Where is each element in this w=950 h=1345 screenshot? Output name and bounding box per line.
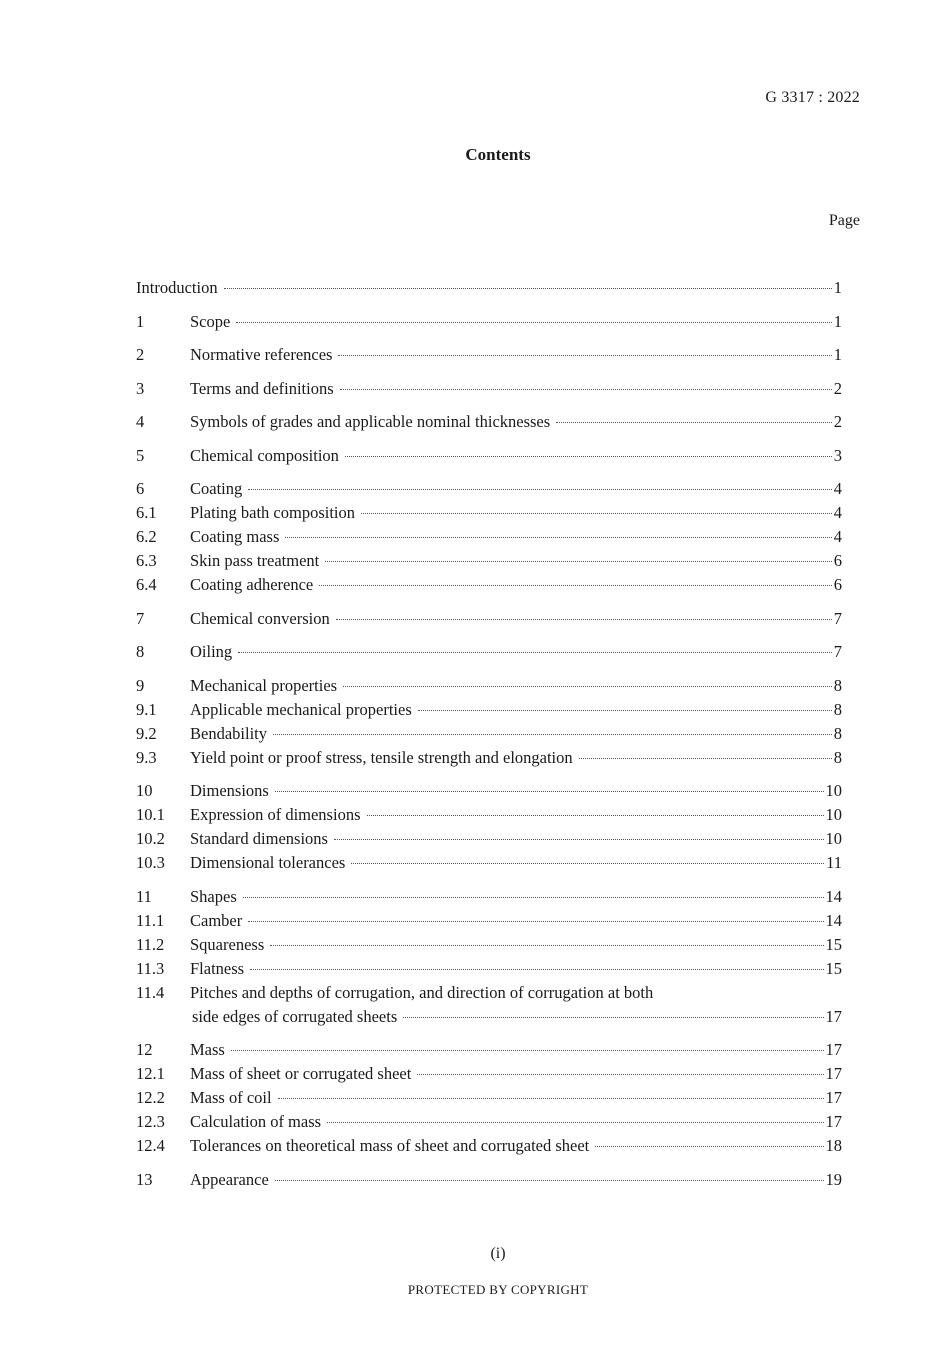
toc-entry-label: Tolerances on theoretical mass of sheet and corrugated sheet [190, 1136, 590, 1155]
toc-entry-number: 6.3 [136, 551, 157, 570]
toc-entry[interactable] [136, 957, 842, 981]
toc-entry[interactable] [136, 779, 842, 803]
toc-entry-label: Coating adherence [190, 575, 314, 594]
toc-entry-number: 12.3 [136, 1112, 165, 1131]
toc-entry-number: 9 [136, 675, 145, 695]
toc-entry-page: 15 [825, 934, 842, 954]
toc-entry-label: Mass of coil [190, 1088, 272, 1107]
toc-entry-page: 4 [833, 503, 842, 522]
toc-entry[interactable] [136, 1110, 842, 1134]
toc-entry-number: 7 [136, 608, 145, 628]
toc-entry[interactable] [136, 1168, 842, 1192]
toc-entry[interactable] [136, 803, 842, 827]
toc-entry[interactable] [136, 1038, 842, 1062]
toc-entry[interactable] [136, 501, 842, 525]
dot-leader [334, 839, 824, 840]
toc-entry-label: Bendability [190, 723, 267, 743]
toc-entry-number: 6.4 [136, 575, 157, 594]
dot-leader [417, 1074, 823, 1075]
dot-leader [270, 945, 823, 946]
dot-leader [579, 758, 832, 759]
toc-entry-number: 12 [136, 1040, 153, 1059]
toc-entry-page: 7 [833, 608, 842, 628]
toc-entry-label: Camber [190, 910, 243, 930]
page-title: Contents [465, 145, 531, 164]
toc-entry-label: Skin pass treatment [190, 551, 320, 570]
toc-entry-number: 12.4 [136, 1136, 165, 1155]
dot-leader [238, 652, 832, 653]
toc-entry[interactable] [136, 827, 842, 851]
toc-entry-continuation[interactable] [136, 1005, 842, 1029]
toc-entry-label: Coating mass [190, 527, 280, 546]
toc-entry[interactable] [136, 276, 842, 300]
dot-leader [343, 686, 832, 687]
toc-entry[interactable] [136, 525, 842, 549]
toc-entry-page: 17 [825, 1064, 842, 1083]
dot-leader [243, 897, 824, 898]
toc-entry-number: 9.1 [136, 699, 157, 719]
toc-entry-label: Chemical conversion [190, 608, 330, 628]
toc-entry[interactable] [136, 722, 842, 746]
toc-entry-label: side edges of corrugated sheets [192, 1006, 398, 1026]
toc-entry[interactable] [136, 981, 842, 1005]
toc-entry[interactable] [136, 444, 842, 468]
toc-entry-label: Mechanical properties [190, 675, 338, 695]
toc-entry-page: 10 [825, 781, 842, 800]
toc-entry[interactable] [136, 1086, 842, 1110]
toc-entry-page: 4 [833, 527, 842, 546]
toc-entry[interactable] [136, 343, 842, 367]
toc-entry-label: Oiling [190, 642, 233, 661]
toc-entry[interactable] [136, 909, 842, 933]
toc-entry-number: 10.1 [136, 805, 165, 824]
dot-leader [224, 288, 832, 289]
toc-entry-number: 9.3 [136, 747, 157, 767]
dot-leader [361, 513, 832, 514]
toc-entry-page: 7 [833, 642, 842, 661]
toc-entry-page: 15 [825, 958, 842, 978]
toc-entry[interactable] [136, 885, 842, 909]
toc-entry-label: Dimensions [190, 781, 269, 800]
toc-entry-page: 14 [825, 886, 842, 906]
toc-entry-number: 4 [136, 412, 145, 431]
toc-entry-label: Mass of sheet or corrugated sheet [190, 1064, 412, 1083]
toc-entry-label: Plating bath composition [190, 503, 355, 522]
toc-entry-page: 4 [833, 479, 842, 498]
toc-entry-page: 17 [825, 1112, 842, 1131]
toc-entry-page: 14 [825, 910, 842, 930]
dot-leader [345, 456, 832, 457]
document-id: G 3317 : 2022 [765, 89, 860, 106]
page-column-heading: Page [828, 212, 860, 229]
toc-entry-number: 11.2 [136, 934, 165, 954]
toc-entry-label: Pitches and depths of corrugation, and direction of corrugation at both [190, 982, 654, 1002]
toc-entry-number: 10.2 [136, 829, 165, 848]
toc-entry-page: 10 [825, 829, 842, 848]
toc-entry[interactable] [136, 640, 842, 664]
dot-leader [248, 921, 823, 922]
dot-leader [336, 619, 832, 620]
page-number: (i) [490, 1245, 506, 1262]
toc-entry-number: 5 [136, 445, 145, 465]
toc-entry-number: 8 [136, 642, 145, 661]
toc-entry-number: 13 [136, 1169, 153, 1189]
toc-entry[interactable] [136, 746, 842, 770]
toc-entry-label: Flatness [190, 958, 245, 978]
dot-leader [273, 734, 832, 735]
dot-leader [278, 1098, 824, 1099]
dot-leader [231, 1050, 824, 1051]
dot-leader [556, 422, 832, 423]
toc-entry-label: Symbols of grades and applicable nominal thicknesses [190, 412, 551, 431]
toc-entry-label: Appearance [190, 1169, 269, 1189]
toc-entry-label: Expression of dimensions [190, 805, 361, 824]
toc-entry-page: 17 [825, 1006, 842, 1026]
toc-entry-page: 17 [825, 1088, 842, 1107]
toc-entry-page: 6 [833, 551, 842, 570]
toc-entry-page: 19 [825, 1169, 842, 1189]
toc-entry-label: Yield point or proof stress, tensile strength and elongation [190, 747, 573, 767]
toc-entry-label: Standard dimensions [190, 829, 328, 848]
dot-leader [351, 863, 824, 864]
toc-entry[interactable] [136, 377, 842, 401]
toc-entry[interactable] [136, 1062, 842, 1086]
toc-entry[interactable] [136, 1134, 842, 1158]
dot-leader [319, 585, 832, 586]
toc-entry-page: 8 [833, 699, 842, 719]
toc-entry-number: 6.1 [136, 503, 157, 522]
toc-entry-page: 6 [833, 575, 842, 594]
toc-entry-label: Calculation of mass [190, 1112, 322, 1131]
toc-entry-number: 10.3 [136, 853, 165, 872]
dot-leader [403, 1017, 823, 1018]
dot-leader [325, 561, 832, 562]
toc-entry-page: 2 [833, 412, 842, 431]
toc-entry-page: 10 [825, 805, 842, 824]
toc-entry-label: Chemical composition [190, 445, 339, 465]
toc-entry[interactable] [136, 477, 842, 501]
toc-entry[interactable] [136, 410, 842, 434]
toc-entry[interactable] [136, 549, 842, 573]
toc-entry-label: Introduction [136, 278, 218, 297]
toc-entry-label: Coating [190, 479, 243, 498]
toc-entry-number: 11.1 [136, 910, 165, 930]
toc-entry-label: Dimensional tolerances [190, 853, 346, 872]
toc-entry-page: 1 [833, 311, 842, 331]
toc-entry[interactable] [136, 698, 842, 722]
dot-leader [338, 355, 831, 356]
toc-entry-number: 2 [136, 345, 145, 364]
toc-entry-label: Applicable mechanical properties [190, 699, 412, 719]
dot-leader [367, 815, 824, 816]
dot-leader [285, 537, 831, 538]
toc-entry-number: 3 [136, 378, 145, 398]
toc-entry-page: 1 [833, 278, 842, 297]
dot-leader [327, 1122, 823, 1123]
toc-entry-page: 11 [826, 853, 842, 872]
toc-entry-page: 17 [825, 1040, 842, 1059]
toc-entry-label: Normative references [190, 345, 333, 364]
dot-leader [595, 1146, 823, 1147]
toc-entry-number: 12.2 [136, 1088, 165, 1107]
dot-leader [275, 1180, 824, 1181]
toc-entry[interactable] [136, 933, 842, 957]
toc-entry-page: 1 [833, 345, 842, 364]
toc-entry-number: 6.2 [136, 527, 157, 546]
toc-entry-number: 10 [136, 781, 153, 800]
toc-entry-label: Mass [190, 1040, 225, 1059]
toc-entry-number: 9.2 [136, 723, 157, 743]
dot-leader [275, 791, 824, 792]
toc-entry-label: Squareness [190, 934, 265, 954]
toc-entry-page: 18 [825, 1136, 842, 1155]
copyright-notice: PROTECTED BY COPYRIGHT [407, 1282, 589, 1297]
toc-entry-page: 8 [833, 747, 842, 767]
toc-entry-label: Terms and definitions [190, 378, 334, 398]
toc-entry-page: 8 [833, 723, 842, 743]
toc-entry-number: 1 [136, 311, 145, 331]
dot-leader [250, 969, 823, 970]
toc-entry-label: Shapes [190, 886, 237, 906]
toc-entry-number: 6 [136, 479, 145, 498]
dot-leader [248, 489, 832, 490]
toc-entry-page: 2 [833, 378, 842, 398]
toc-entry-number: 11.4 [136, 982, 165, 1002]
toc-entry-number: 12.1 [136, 1064, 165, 1083]
dot-leader [418, 710, 832, 711]
toc-entry-page: 3 [833, 445, 842, 465]
toc-entry[interactable] [136, 310, 842, 334]
toc-entry[interactable] [136, 607, 842, 631]
table-of-contents [136, 276, 842, 1192]
toc-entry[interactable] [136, 674, 842, 698]
toc-entry-label: Scope [190, 311, 231, 331]
toc-entry-number: 11.3 [136, 958, 165, 978]
toc-entry[interactable] [136, 573, 842, 597]
dot-leader [340, 389, 832, 390]
toc-entry-page: 8 [833, 675, 842, 695]
toc-entry-number: 11 [136, 886, 152, 906]
dot-leader [236, 322, 831, 323]
toc-entry[interactable] [136, 851, 842, 875]
